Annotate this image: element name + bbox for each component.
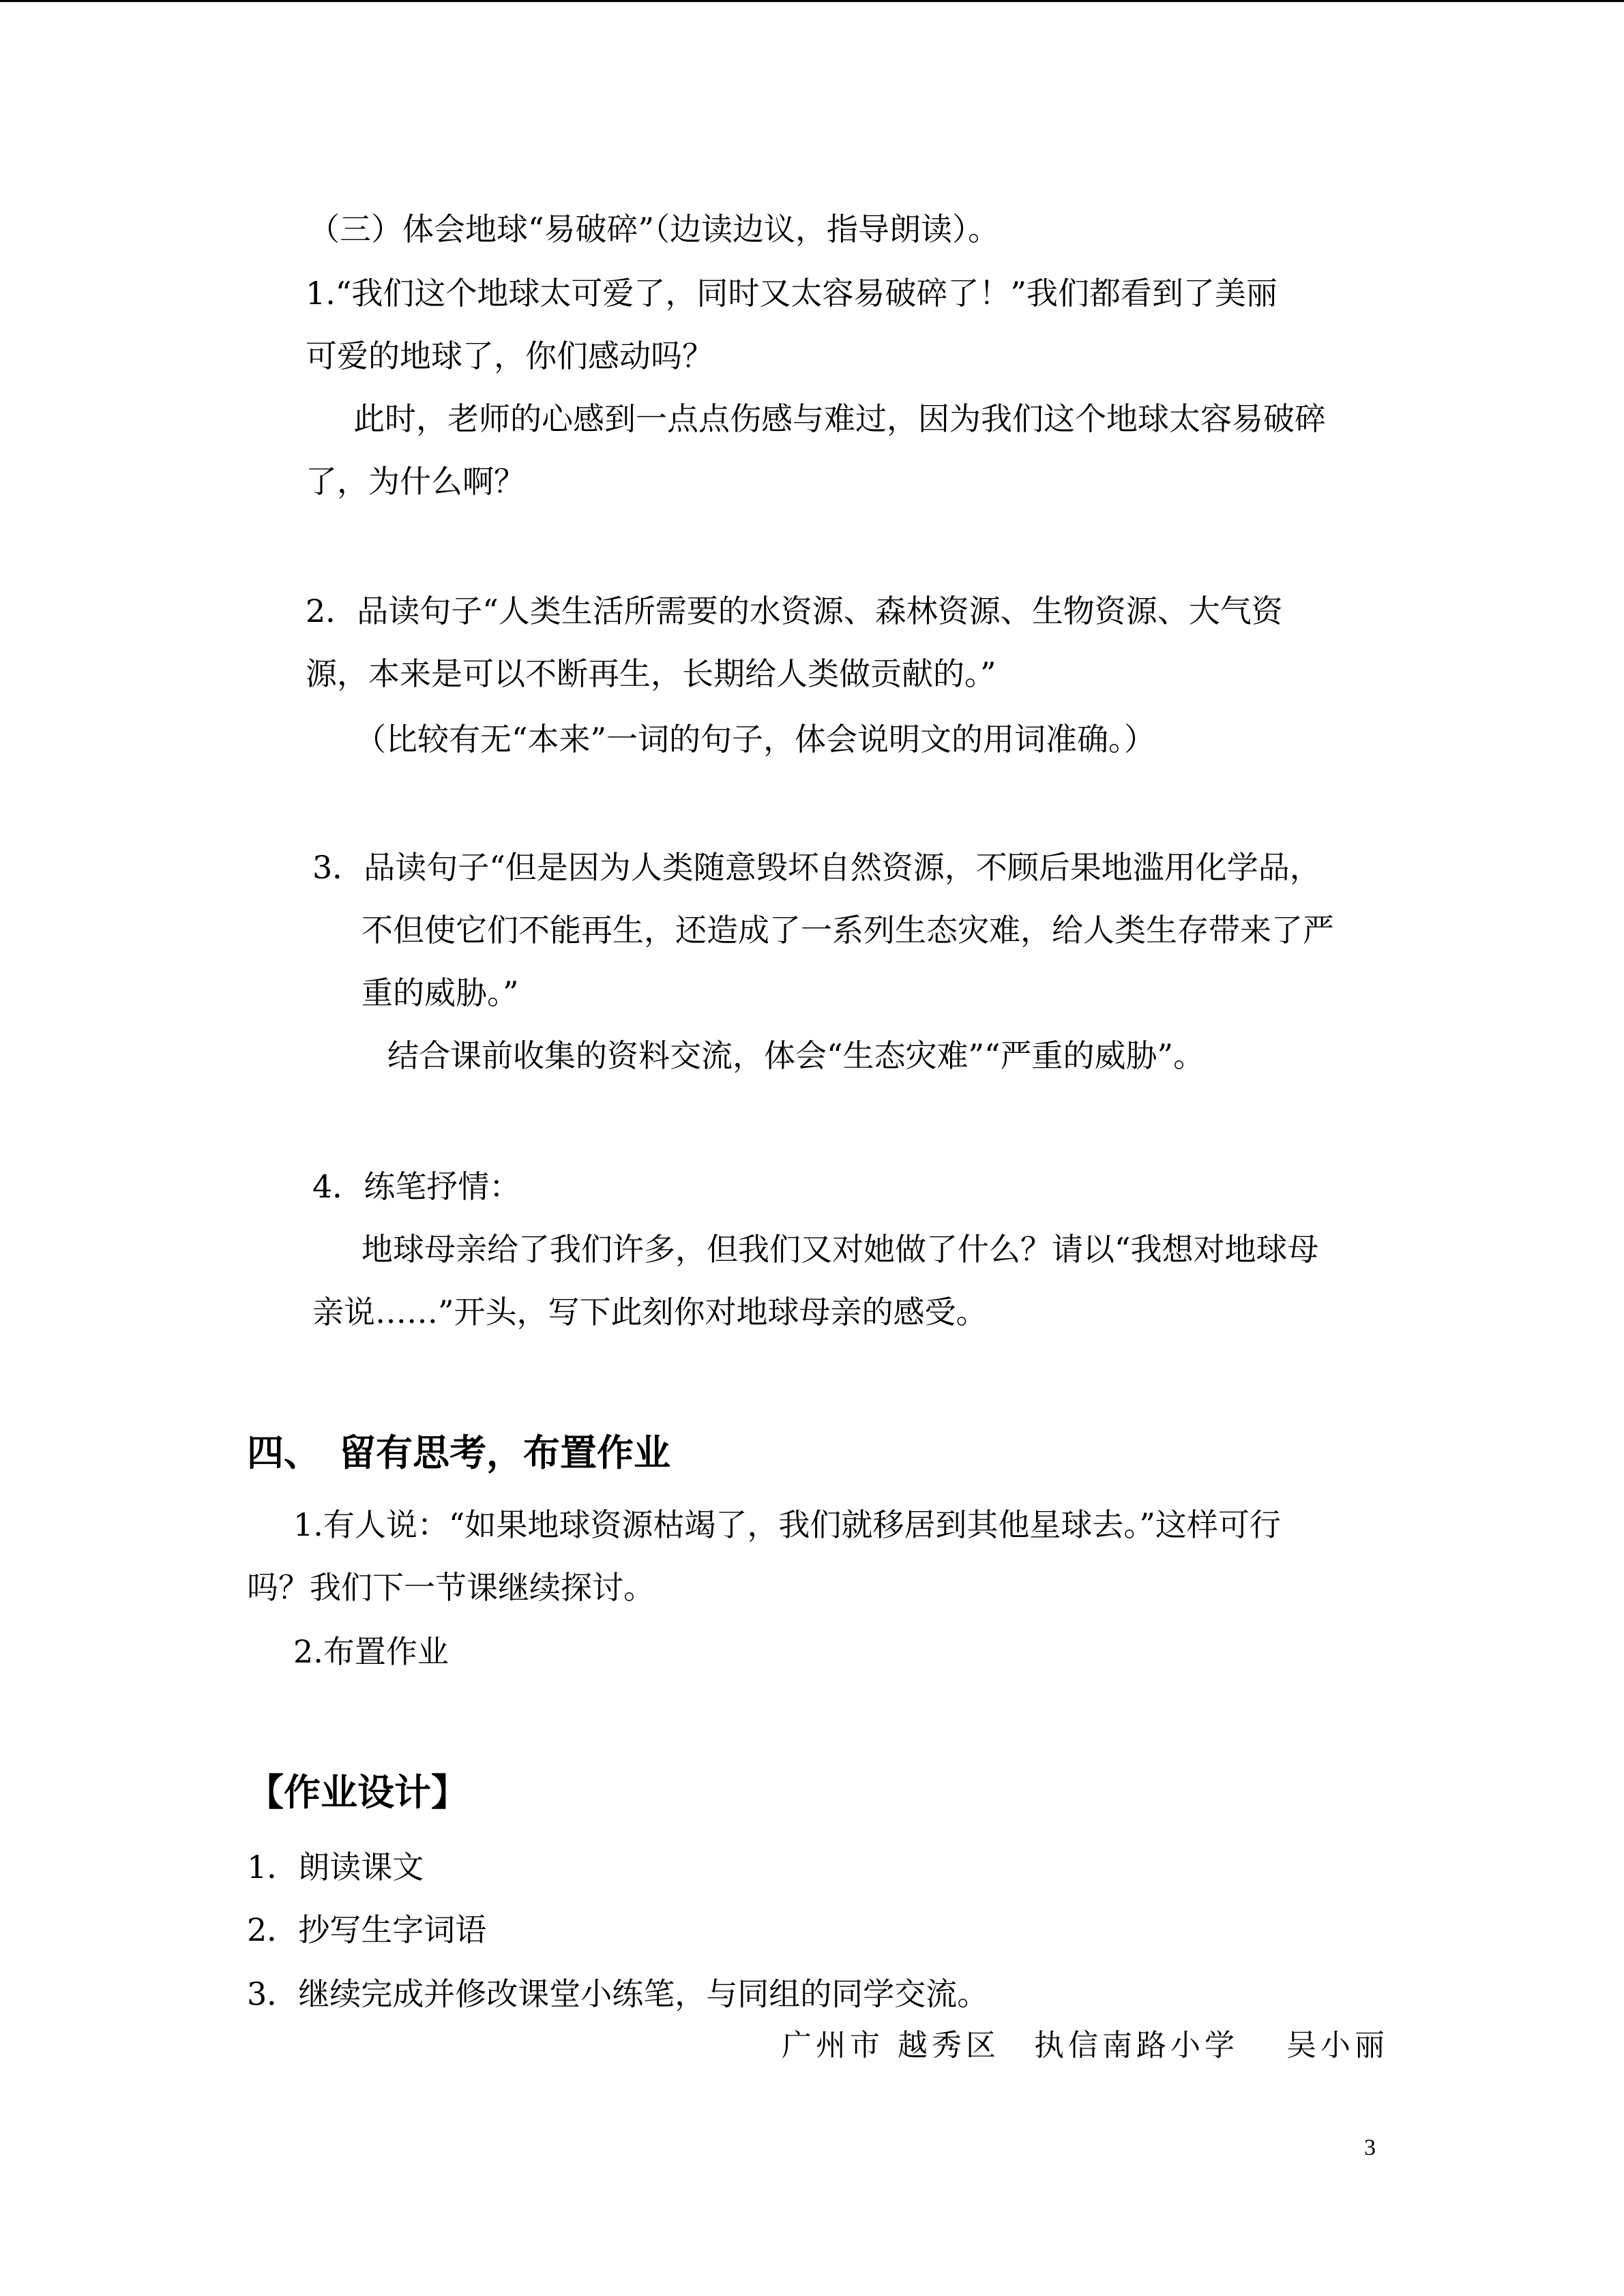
section3-title: （三）体会地球“易破碎”（边读边议，指导朗读）。 <box>308 211 1000 248</box>
section4-item1-line1: 1.有人说：“如果地球资源枯竭了，我们就移居到其他星球去。”这样可行 <box>293 1506 1281 1543</box>
homework-item-3: 3．继续完成并修改课堂小练笔，与同组的同学交流。 <box>247 1976 989 2012</box>
item2-note: （比较有无“本来”一词的句子，体会说明文的用词准确。） <box>355 721 1156 758</box>
item1-paragraph-line2: 了，为什么啊？ <box>306 463 525 500</box>
author-signature: 广州市 越秀区 执信南路小学 吴小丽 <box>782 2028 1389 2063</box>
item3-line1: 3．品读句子“但是因为人类随意毁坏自然资源，不顾后果地滥用化学品， <box>312 849 1321 886</box>
page-number: 3 <box>1364 2135 1376 2160</box>
homework-item-2: 2．抄写生字词语 <box>247 1911 487 1948</box>
section4-item2: 2.布置作业 <box>293 1633 449 1670</box>
homework-item-1: 1．朗读课文 <box>247 1849 424 1885</box>
item1-line2: 可爱的地球了，你们感动吗？ <box>306 338 713 374</box>
item1-paragraph-line1: 此时，老师的心感到一点点伤感与难过，因为我们这个地球太容易破碎 <box>353 400 1326 437</box>
item4-title: 4．练笔抒情： <box>312 1168 521 1205</box>
item3-line2: 不但使它们不能再生，还造成了一系列生态灾难，给人类生存带来了严 <box>361 912 1334 949</box>
homework-heading: 【作业设计】 <box>247 1771 468 1814</box>
section4-heading: 四、 留有思考，布置作业 <box>247 1431 670 1474</box>
section4-item1-line2: 吗？我们下一节课继续探讨。 <box>247 1569 655 1606</box>
item4-paragraph-line2: 亲说……”开头，写下此刻你对地球母亲的感受。 <box>312 1294 988 1330</box>
item4-paragraph-line1: 地球母亲给了我们许多，但我们又对她做了什么？请以“我想对地球母 <box>361 1231 1319 1268</box>
item3-line3: 重的威胁。” <box>361 974 519 1011</box>
item2-line1: 2．品读句子“人类生活所需要的水资源、森林资源、生物资源、大气资 <box>306 593 1283 629</box>
item2-line2: 源，本来是可以不断再生，长期给人类做贡献的。” <box>306 655 996 692</box>
item1-line1: 1.“我们这个地球太可爱了，同时又太容易破碎了！”我们都看到了美丽 <box>306 275 1278 312</box>
item3-note: 结合课前收集的资料交流，体会“生态灾难”“严重的威胁”。 <box>387 1037 1205 1074</box>
top-border-line <box>0 0 1624 2</box>
